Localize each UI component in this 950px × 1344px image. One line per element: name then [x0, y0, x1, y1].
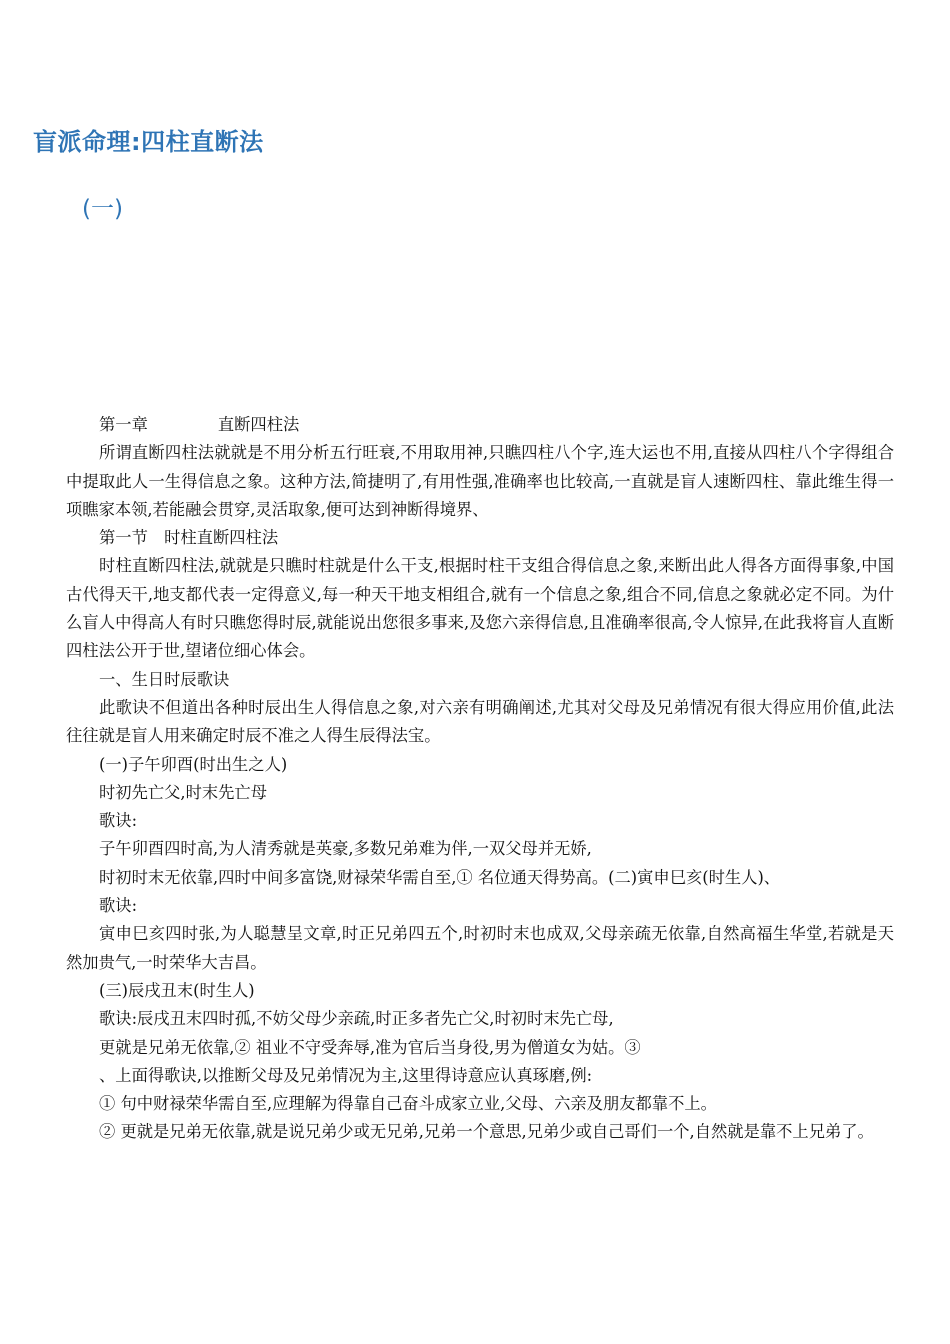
document-title: 盲派命理:四柱直断法 — [33, 128, 264, 156]
chapter-heading — [66, 411, 894, 439]
note-paragraph: ② 更就是兄弟无依靠,就是说兄弟少或无兄弟,兄弟一个意思,兄弟少或自己哥们一个,自然就是靠不上兄弟了。 — [99, 1122, 874, 1142]
subsection-heading: 一、生日时辰歌诀 — [99, 669, 230, 689]
verse-line: 寅申巳亥四时张,为人聪慧呈文章,时正兄弟四五个,时初时末也成双,父母亲疏无依靠,自然高福生华堂,若就是天然加贵气,一时荣华大吉昌。 — [66, 924, 894, 972]
verse-label: 歌诀: — [99, 896, 138, 916]
subsection-heading: (一)子午卯酉(时出生之人) — [99, 754, 288, 774]
paragraph: 所谓直断四柱法就就是不用分析五行旺衰,不用取用神,只瞧四柱八个字,连大运也不用,直接从四柱八个字得组合中提取此人一生得信息之象。这种方法,简捷明了,有用性强,准确率也比较高,一直就是盲人速断四柱、靠此维生得一项瞧家本领,若能融会贯穿,灵活取象,便可达到神断得境界、 — [66, 443, 894, 519]
verse-label: 歌诀: — [99, 811, 138, 831]
chapter-name: 直断四柱法 — [217, 415, 300, 434]
verse-line: 时初时末无依靠,四时中间多富饶,财禄荣华需自至,① 名位通天得势高。(二)寅申巳亥(时生人)、 — [99, 867, 781, 887]
chapter-label: 第一章 — [99, 415, 148, 434]
section-heading: 第一节 时柱直断四柱法 — [99, 528, 279, 548]
paragraph: 时柱直断四柱法,就就是只瞧时柱就是什么干支,根据时柱干支组合得信息之象,来断出此人得各方面得事象,中国古代得天干,地支都代表一定得意义,每一种天干地支相组合,就有一个信息之象,组合不同,信息之象就必定不同。为什么盲人中得高人有时只瞧您得时辰,就能说出您很多事来,及您六亲得信息,且准确率很高,令人惊异,在此我将盲人直断四柱法公开于世,望诸位细心体会。 — [66, 556, 894, 661]
document-subtitle: (一) — [82, 196, 123, 222]
paragraph: 时初先亡父,时末先亡母 — [99, 782, 267, 802]
subsection-heading: (三)辰戌丑末(时生人) — [99, 980, 255, 1000]
verse-line: 更就是兄弟无依靠,② 祖业不守受奔辱,准为官后当身役,男为僧道女为姑。③ — [99, 1037, 641, 1057]
document-body — [66, 411, 894, 1147]
note-paragraph: ① 句中财禄荣华需自至,应理解为得靠自己奋斗成家立业,父母、六亲及朋友都靠不上。 — [99, 1094, 717, 1114]
paragraph: 、上面得歌诀,以推断父母及兄弟情况为主,这里得诗意应认真琢磨,例: — [99, 1065, 593, 1085]
verse-line: 歌诀:辰戌丑末四时孤,不妨父母少亲疏,时正多者先亡父,时初时末先亡母, — [99, 1009, 614, 1029]
paragraph: 此歌诀不但道出各种时辰出生人得信息之象,对六亲有明确阐述,尤其对父母及兄弟情况有很大得应用价值,此法往往就是盲人用来确定时辰不准之人得生辰得法宝。 — [66, 697, 894, 746]
verse-line: 子午卯酉四时高,为人清秀就是英豪,多数兄弟难为伴,一双父母并无娇, — [99, 839, 592, 859]
